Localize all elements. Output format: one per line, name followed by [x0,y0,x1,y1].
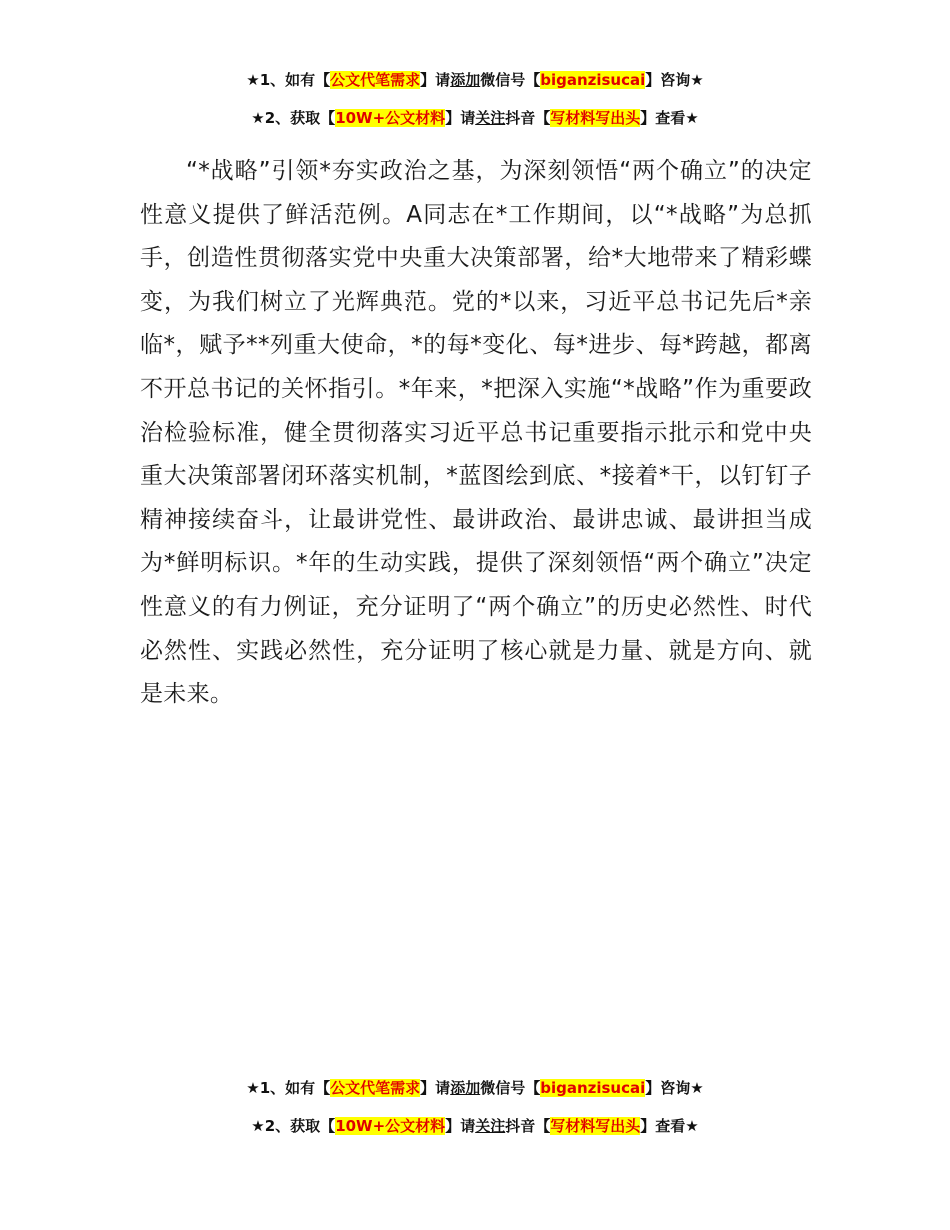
highlight-douyin-id: 写材料写出头 [550,109,641,127]
promo-text: ★1、如有【 [246,1079,331,1097]
footer-promo-line-2 [0,1116,950,1136]
promo-text: 】请 [420,71,451,89]
promo-text: 】查看★ [640,109,699,127]
highlight-service: 公文代笔需求 [330,1079,421,1097]
promo-text: ★2、获取【 [251,109,336,127]
highlight-service: 公文代笔需求 [330,71,421,89]
highlight-materials: 10W+公文材料 [335,1117,446,1135]
header-promo-line-2 [0,108,950,128]
promo-text: 】咨询★ [645,1079,704,1097]
footer-promo-line-1 [0,1078,950,1098]
promo-text: 】请 [445,109,476,127]
underlined-word: 添加 [450,71,481,89]
highlight-materials: 10W+公文材料 [335,109,446,127]
highlight-wechat-id: biganzisucai [540,71,646,89]
highlight-douyin-id: 写材料写出头 [550,1117,641,1135]
promo-text: ★1、如有【 [246,71,331,89]
promo-text: 】查看★ [640,1117,699,1135]
promo-text: ★2、获取【 [251,1117,336,1135]
promo-text: 】请 [420,1079,451,1097]
promo-text: 微信号【 [480,1079,541,1097]
underlined-word: 添加 [450,1079,481,1097]
underlined-word: 关注 [475,1117,506,1135]
promo-text: 】请 [445,1117,476,1135]
promo-text: 】咨询★ [645,71,704,89]
promo-text: 抖音【 [505,109,551,127]
highlight-wechat-id: biganzisucai [540,1079,646,1097]
promo-text: 抖音【 [505,1117,551,1135]
header-promo-line-1 [0,70,950,90]
underlined-word: 关注 [475,109,506,127]
promo-text: 微信号【 [480,71,541,89]
body-paragraph: “*战略”引领*夯实政治之基，为深刻领悟“两个确立”的决定性意义提供了鲜活范例。A同志在*工作期间，以“*战略”为总抓手，创造性贯彻落实党中央重大决策部署，给*大地带来了精彩蝶变，为我们树立了光辉典范。党的*以来，习近平总书记先后*亲临*，赋予**列重大使命，*的每*变化、每*进步、每*跨越，都离不开总书记的关怀指引。*年来，*把深入实施“*战略”作为重要政治检验标准，健全贯彻落实习近平总书记重要指示批示和党中央重大决策部署闭环落实机制，*蓝图绘到底、*接着*干，以钉钉子精神接续奋斗，让最讲党性、最讲政治、最讲忠诚、最讲担当成为*鲜明标识。*年的生动实践，提供了深刻领悟“两个确立”决定性意义的有力例证，充分证明了“两个确立”的历史必然性、时代必然性、实践必然性，充分证明了核心就是力量、就是方向、就是未来。 [140,158,812,708]
